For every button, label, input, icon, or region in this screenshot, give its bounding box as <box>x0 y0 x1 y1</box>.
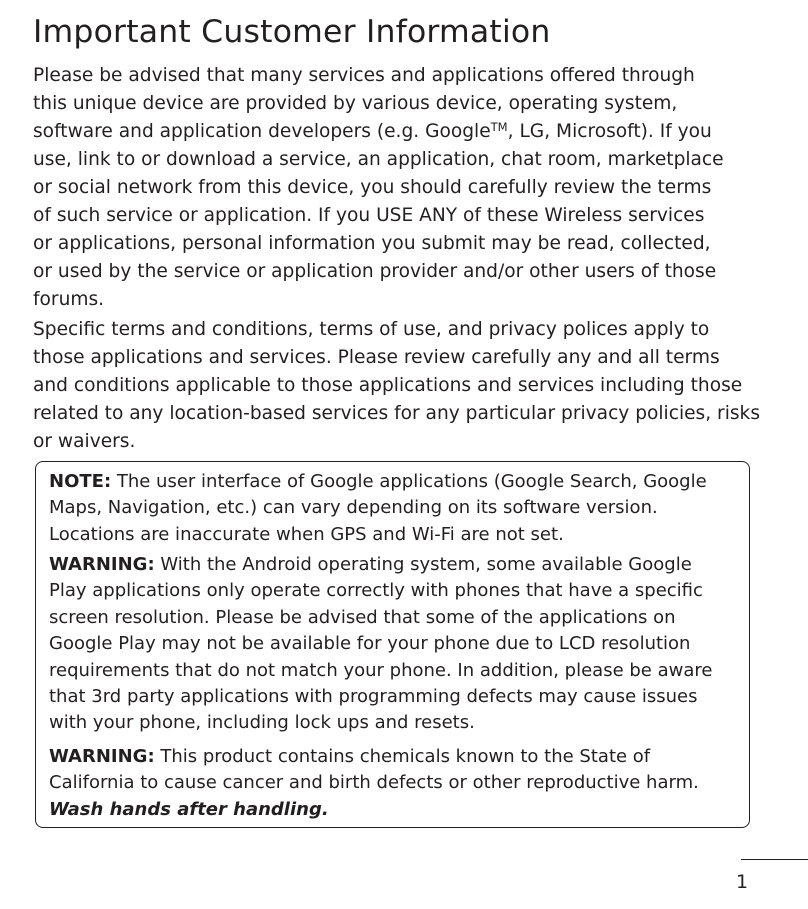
paragraph-line: and conditions applicable to those applications and services including those <box>33 375 743 396</box>
paragraph-line: or waivers. <box>33 431 136 452</box>
paragraph-line: with your phone, including lock ups and resets. <box>49 712 475 734</box>
paragraph-line: or applications, personal information you submit may be read, collected, <box>33 233 711 254</box>
trademark-symbol: TM <box>490 120 508 135</box>
paragraph-line: forums. <box>33 289 105 310</box>
intro-paragraph <box>33 62 724 314</box>
paragraph-line: screen resolution. Please be advised that some of the applications on <box>49 606 676 628</box>
paragraph-line: those applications and services. Please review carefully any and all terms <box>33 347 720 368</box>
paragraph-line: Please be advised that many services and applications offered through <box>33 65 695 86</box>
note-label: NOTE: <box>49 471 112 492</box>
paragraph-line: Locations are inaccurate when GPS and Wi-Fi are not set. <box>49 523 564 545</box>
terms-paragraph <box>33 316 760 456</box>
page-title: Important Customer Information <box>33 14 551 50</box>
page-number: 1 <box>736 871 749 893</box>
warning-android-paragraph <box>49 552 712 737</box>
paragraph-line: requirements that do not match your phone. In addition, please be aware <box>49 659 713 681</box>
paragraph-line: of such service or application. If you USE ANY of these Wireless services <box>33 205 705 226</box>
note-paragraph <box>49 469 707 548</box>
paragraph-line <box>49 469 707 495</box>
paragraph-line: California to cause cancer and birth defects or other reproductive harm. <box>49 772 699 794</box>
paragraph-line: this unique device are provided by various device, operating system, <box>33 93 678 114</box>
warning-chemicals-paragraph <box>49 744 699 823</box>
paragraph-line: or social network from this device, you should carefully review the terms <box>33 177 712 198</box>
paragraph-line: Google Play may not be available for your phone due to LCD resolution <box>49 633 691 655</box>
wash-hands-notice: Wash hands after handling. <box>49 798 329 820</box>
paragraph-text: , LG, Microsoft). If you <box>507 121 712 142</box>
paragraph-line: use, link to or download a service, an application, chat room, marketplace <box>33 149 724 170</box>
warning-label: WARNING: <box>49 554 155 575</box>
paragraph-text: The user interface of Google applications (Google Search, Google <box>111 471 707 492</box>
warning-label: WARNING: <box>49 746 155 767</box>
paragraph-line: Play applications only operate correctly with phones that have a specific <box>49 580 703 602</box>
page-number-rule <box>741 859 808 860</box>
paragraph-line: Specific terms and conditions, terms of use, and privacy polices apply to <box>33 319 710 340</box>
paragraph-line <box>49 552 712 578</box>
paragraph-text: This product contains chemicals known to the State of <box>154 746 651 767</box>
paragraph-line: related to any location-based services for any particular privacy policies, risks <box>33 403 761 424</box>
paragraph-line: Maps, Navigation, etc.) can vary depending on its software version. <box>49 497 658 519</box>
paragraph-line <box>49 744 699 770</box>
paragraph-line: or used by the service or application provider and/or other users of those <box>33 261 717 282</box>
paragraph-line <box>33 118 724 146</box>
paragraph-text: software and application developers (e.g. Google <box>33 121 491 142</box>
paragraph-text: With the Android operating system, some available Google <box>154 554 692 575</box>
paragraph-line: that 3rd party applications with programming defects may cause issues <box>49 686 698 708</box>
